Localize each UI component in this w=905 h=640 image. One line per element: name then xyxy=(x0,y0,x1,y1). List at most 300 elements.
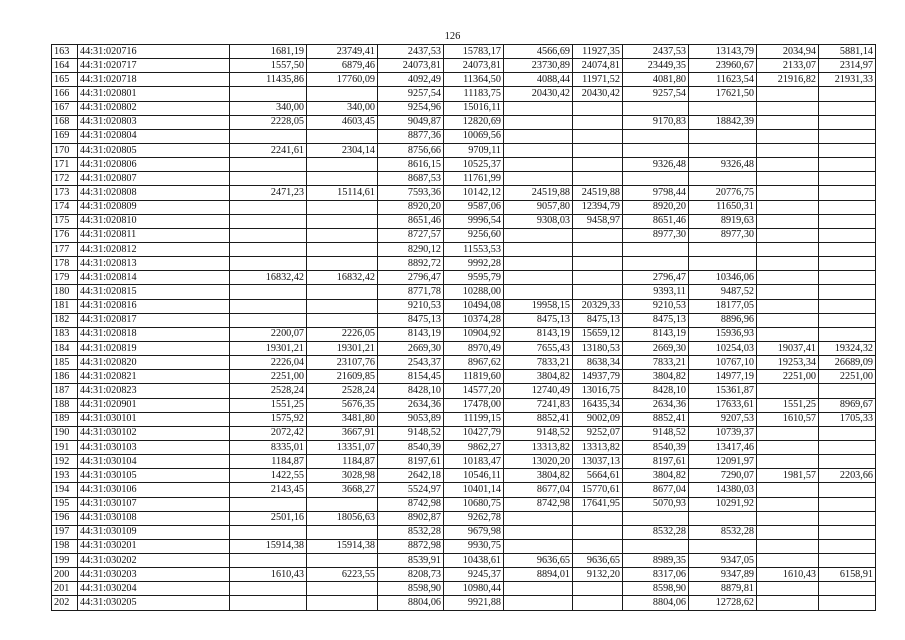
cell-value-col-3: 8598,90 xyxy=(378,582,444,596)
cell-value-col-1: 8335,01 xyxy=(230,440,307,454)
cell-value-col-7 xyxy=(623,511,689,525)
cell-value-col-7 xyxy=(623,172,689,186)
cell-value-col-3: 8804,06 xyxy=(378,596,444,610)
cell-value-col-6: 9132,20 xyxy=(573,568,623,582)
cell-row-number: 199 xyxy=(52,554,78,568)
cell-value-col-4: 10904,92 xyxy=(444,327,504,341)
cell-value-col-5: 8677,04 xyxy=(504,483,573,497)
cell-value-col-10: 2314,97 xyxy=(819,59,876,73)
cell-value-col-7 xyxy=(623,143,689,157)
cell-value-col-2 xyxy=(307,596,378,610)
table-row xyxy=(52,497,876,511)
cell-value-col-2: 23107,76 xyxy=(307,356,378,370)
cell-row-number: 200 xyxy=(52,568,78,582)
cell-value-col-4: 9245,37 xyxy=(444,568,504,582)
cell-value-col-10: 2203,66 xyxy=(819,469,876,483)
cell-value-col-7: 2796,47 xyxy=(623,271,689,285)
cell-value-col-4: 9262,78 xyxy=(444,511,504,525)
cell-value-col-2: 340,00 xyxy=(307,101,378,115)
cell-value-col-9 xyxy=(757,455,819,469)
cell-row-number: 184 xyxy=(52,341,78,355)
cell-value-col-6 xyxy=(573,539,623,553)
cell-cadastral-block: 44:31:020718 xyxy=(78,73,230,87)
cell-value-col-10 xyxy=(819,596,876,610)
cell-row-number: 172 xyxy=(52,172,78,186)
cell-value-col-6 xyxy=(573,582,623,596)
cell-value-col-4: 11183,75 xyxy=(444,87,504,101)
cell-cadastral-block: 44:31:020813 xyxy=(78,257,230,271)
cell-row-number: 163 xyxy=(52,45,78,59)
cell-value-col-10 xyxy=(819,426,876,440)
cell-value-col-9 xyxy=(757,582,819,596)
cell-value-col-6 xyxy=(573,101,623,115)
cell-value-col-7: 2437,53 xyxy=(623,45,689,59)
cell-value-col-3: 8902,87 xyxy=(378,511,444,525)
cell-value-col-7: 8317,06 xyxy=(623,568,689,582)
cell-value-col-5: 4566,69 xyxy=(504,45,573,59)
cell-value-col-3: 2669,30 xyxy=(378,341,444,355)
cell-value-col-9 xyxy=(757,440,819,454)
cell-value-col-10 xyxy=(819,158,876,172)
cell-value-col-4: 10680,75 xyxy=(444,497,504,511)
cell-value-col-6: 14937,79 xyxy=(573,370,623,384)
cell-value-col-5: 4088,44 xyxy=(504,73,573,87)
cell-value-col-4: 11761,99 xyxy=(444,172,504,186)
cell-value-col-7: 8475,13 xyxy=(623,313,689,327)
table-row xyxy=(52,469,876,483)
cell-value-col-9 xyxy=(757,327,819,341)
cell-value-col-6 xyxy=(573,115,623,129)
cell-value-col-1 xyxy=(230,172,307,186)
cell-cadastral-block: 44:31:020811 xyxy=(78,228,230,242)
cell-value-col-5 xyxy=(504,101,573,115)
cell-value-col-10 xyxy=(819,101,876,115)
cell-value-col-7: 5070,93 xyxy=(623,497,689,511)
cell-value-col-5: 19958,15 xyxy=(504,299,573,313)
cell-value-col-5 xyxy=(504,172,573,186)
cell-row-number: 164 xyxy=(52,59,78,73)
cell-row-number: 180 xyxy=(52,285,78,299)
cell-value-col-4: 10546,11 xyxy=(444,469,504,483)
cell-row-number: 189 xyxy=(52,412,78,426)
cell-value-col-5 xyxy=(504,539,573,553)
cell-value-col-4: 9256,60 xyxy=(444,228,504,242)
cell-value-col-5: 8742,98 xyxy=(504,497,573,511)
cell-value-col-6 xyxy=(573,257,623,271)
cell-value-col-3: 9053,89 xyxy=(378,412,444,426)
cell-row-number: 179 xyxy=(52,271,78,285)
cell-value-col-7 xyxy=(623,257,689,271)
cell-value-col-4: 11553,53 xyxy=(444,242,504,256)
cell-value-col-6: 24519,88 xyxy=(573,186,623,200)
table-row xyxy=(52,426,876,440)
cell-value-col-8: 8919,63 xyxy=(689,214,757,228)
cell-value-col-8: 17621,50 xyxy=(689,87,757,101)
cell-value-col-10: 21931,33 xyxy=(819,73,876,87)
cell-value-col-2: 13351,07 xyxy=(307,440,378,454)
cell-value-col-7: 2634,36 xyxy=(623,398,689,412)
cell-value-col-9 xyxy=(757,483,819,497)
cell-value-col-2: 4603,45 xyxy=(307,115,378,129)
cell-value-col-2: 3481,80 xyxy=(307,412,378,426)
cell-value-col-10: 26689,09 xyxy=(819,356,876,370)
cell-row-number: 193 xyxy=(52,469,78,483)
cell-value-col-5 xyxy=(504,129,573,143)
cell-value-col-2 xyxy=(307,299,378,313)
cell-row-number: 174 xyxy=(52,200,78,214)
cell-value-col-3: 7593,36 xyxy=(378,186,444,200)
cell-value-col-8: 12728,62 xyxy=(689,596,757,610)
cell-value-col-9 xyxy=(757,143,819,157)
cell-value-col-7: 8197,61 xyxy=(623,455,689,469)
cell-row-number: 202 xyxy=(52,596,78,610)
cell-value-col-10: 6158,91 xyxy=(819,568,876,582)
table-body xyxy=(52,45,876,611)
cell-row-number: 182 xyxy=(52,313,78,327)
cell-value-col-5 xyxy=(504,242,573,256)
cell-value-col-8: 15361,87 xyxy=(689,384,757,398)
cell-value-col-1: 19301,21 xyxy=(230,341,307,355)
cell-value-col-3: 8771,78 xyxy=(378,285,444,299)
cell-value-col-5: 8475,13 xyxy=(504,313,573,327)
cell-value-col-7: 3804,82 xyxy=(623,469,689,483)
cell-value-col-6: 20430,42 xyxy=(573,87,623,101)
cell-cadastral-block: 44:31:030201 xyxy=(78,539,230,553)
cell-value-col-9 xyxy=(757,200,819,214)
cell-value-col-10: 5881,14 xyxy=(819,45,876,59)
cell-value-col-8 xyxy=(689,172,757,186)
cell-value-col-6: 16435,34 xyxy=(573,398,623,412)
cell-row-number: 201 xyxy=(52,582,78,596)
cell-value-col-2 xyxy=(307,214,378,228)
cell-value-col-6: 13180,53 xyxy=(573,341,623,355)
cell-value-col-6: 17641,95 xyxy=(573,497,623,511)
cell-value-col-10 xyxy=(819,172,876,186)
cell-value-col-6 xyxy=(573,172,623,186)
cell-value-col-1 xyxy=(230,299,307,313)
table-row xyxy=(52,525,876,539)
cell-value-col-2 xyxy=(307,554,378,568)
cell-value-col-3: 8539,91 xyxy=(378,554,444,568)
cell-value-col-2: 3028,98 xyxy=(307,469,378,483)
cell-value-col-3: 8727,57 xyxy=(378,228,444,242)
cell-value-col-10: 1705,33 xyxy=(819,412,876,426)
cell-value-col-3: 8742,98 xyxy=(378,497,444,511)
cell-value-col-10 xyxy=(819,186,876,200)
cell-value-col-9 xyxy=(757,299,819,313)
cell-value-col-5: 8894,01 xyxy=(504,568,573,582)
table-row xyxy=(52,554,876,568)
cell-value-col-3: 8532,28 xyxy=(378,525,444,539)
cell-value-col-1 xyxy=(230,214,307,228)
cell-value-col-2 xyxy=(307,313,378,327)
cell-value-col-9 xyxy=(757,554,819,568)
cell-value-col-1: 1551,25 xyxy=(230,398,307,412)
cell-value-col-2: 5676,35 xyxy=(307,398,378,412)
cell-cadastral-block: 44:31:030104 xyxy=(78,455,230,469)
cell-value-col-5: 13313,82 xyxy=(504,440,573,454)
cell-value-col-2: 6223,55 xyxy=(307,568,378,582)
cell-row-number: 178 xyxy=(52,257,78,271)
cell-value-col-10 xyxy=(819,200,876,214)
cell-value-col-9: 2034,94 xyxy=(757,45,819,59)
cell-value-col-3: 9210,53 xyxy=(378,299,444,313)
cell-value-col-6: 15770,61 xyxy=(573,483,623,497)
cell-value-col-10 xyxy=(819,129,876,143)
cell-value-col-10 xyxy=(819,483,876,497)
cell-value-col-8: 18842,39 xyxy=(689,115,757,129)
cell-value-col-5: 8852,41 xyxy=(504,412,573,426)
cell-row-number: 170 xyxy=(52,143,78,157)
cell-value-col-10 xyxy=(819,440,876,454)
cell-value-col-5: 3804,82 xyxy=(504,469,573,483)
cell-value-col-4: 9862,27 xyxy=(444,440,504,454)
cell-row-number: 194 xyxy=(52,483,78,497)
cell-value-col-5: 3804,82 xyxy=(504,370,573,384)
cell-value-col-5 xyxy=(504,285,573,299)
cell-cadastral-block: 44:31:030108 xyxy=(78,511,230,525)
cell-value-col-5 xyxy=(504,582,573,596)
cell-value-col-10 xyxy=(819,228,876,242)
table-row xyxy=(52,73,876,87)
cell-row-number: 173 xyxy=(52,186,78,200)
cell-value-col-7: 9170,83 xyxy=(623,115,689,129)
cell-value-col-1: 2471,23 xyxy=(230,186,307,200)
cell-value-col-10: 19324,32 xyxy=(819,341,876,355)
cell-value-col-6 xyxy=(573,525,623,539)
table-row xyxy=(52,384,876,398)
cell-value-col-8: 9347,89 xyxy=(689,568,757,582)
cell-value-col-1: 2241,61 xyxy=(230,143,307,157)
cell-cadastral-block: 44:31:020805 xyxy=(78,143,230,157)
table-row xyxy=(52,341,876,355)
cell-cadastral-block: 44:31:020808 xyxy=(78,186,230,200)
cell-value-col-4: 9921,88 xyxy=(444,596,504,610)
cell-value-col-4: 12820,69 xyxy=(444,115,504,129)
cell-value-col-6: 5664,61 xyxy=(573,469,623,483)
cell-value-col-5: 24519,88 xyxy=(504,186,573,200)
cell-value-col-3: 8154,45 xyxy=(378,370,444,384)
cell-value-col-2: 3668,27 xyxy=(307,483,378,497)
cell-value-col-7: 2669,30 xyxy=(623,341,689,355)
cell-value-col-2 xyxy=(307,525,378,539)
cell-value-col-5 xyxy=(504,115,573,129)
cell-value-col-4: 9709,11 xyxy=(444,143,504,157)
cell-value-col-9: 19037,41 xyxy=(757,341,819,355)
cell-value-col-1: 1610,43 xyxy=(230,568,307,582)
cell-value-col-8: 8879,81 xyxy=(689,582,757,596)
cell-value-col-8: 8532,28 xyxy=(689,525,757,539)
cell-value-col-3: 8920,20 xyxy=(378,200,444,214)
cell-value-col-9 xyxy=(757,115,819,129)
cell-value-col-4: 9996,54 xyxy=(444,214,504,228)
cell-cadastral-block: 44:31:030105 xyxy=(78,469,230,483)
cell-value-col-2: 6879,46 xyxy=(307,59,378,73)
cell-value-col-2: 18056,63 xyxy=(307,511,378,525)
cell-cadastral-block: 44:31:020816 xyxy=(78,299,230,313)
cell-value-col-3: 8687,53 xyxy=(378,172,444,186)
cell-value-col-2: 16832,42 xyxy=(307,271,378,285)
cell-value-col-1 xyxy=(230,285,307,299)
cell-value-col-3: 2642,18 xyxy=(378,469,444,483)
cell-value-col-9: 2251,00 xyxy=(757,370,819,384)
cell-value-col-5: 20430,42 xyxy=(504,87,573,101)
cell-value-col-4: 9992,28 xyxy=(444,257,504,271)
table-row xyxy=(52,186,876,200)
table-row xyxy=(52,483,876,497)
cell-value-col-8 xyxy=(689,257,757,271)
cell-value-col-9: 1981,57 xyxy=(757,469,819,483)
cell-value-col-5 xyxy=(504,525,573,539)
cell-cadastral-block: 44:31:030205 xyxy=(78,596,230,610)
cell-row-number: 165 xyxy=(52,73,78,87)
cell-value-col-8: 14977,19 xyxy=(689,370,757,384)
cell-value-col-8: 9326,48 xyxy=(689,158,757,172)
cell-value-col-9 xyxy=(757,129,819,143)
cell-value-col-8 xyxy=(689,129,757,143)
cell-value-col-7: 9210,53 xyxy=(623,299,689,313)
table-row xyxy=(52,582,876,596)
cell-value-col-6: 8638,34 xyxy=(573,356,623,370)
cell-row-number: 176 xyxy=(52,228,78,242)
cell-value-col-6 xyxy=(573,228,623,242)
cell-row-number: 186 xyxy=(52,370,78,384)
cell-cadastral-block: 44:31:020716 xyxy=(78,45,230,59)
cell-value-col-10 xyxy=(819,257,876,271)
cell-value-col-9 xyxy=(757,313,819,327)
cell-value-col-2: 21609,85 xyxy=(307,370,378,384)
cell-row-number: 177 xyxy=(52,242,78,256)
cell-cadastral-block: 44:31:020809 xyxy=(78,200,230,214)
cell-value-col-5: 12740,49 xyxy=(504,384,573,398)
table-row xyxy=(52,257,876,271)
table-row xyxy=(52,271,876,285)
cell-value-col-10 xyxy=(819,299,876,313)
cell-value-col-1: 2143,45 xyxy=(230,483,307,497)
cell-value-col-6: 9458,97 xyxy=(573,214,623,228)
cell-value-col-3: 8475,13 xyxy=(378,313,444,327)
cell-value-col-7: 8977,30 xyxy=(623,228,689,242)
cell-value-col-8: 10346,06 xyxy=(689,271,757,285)
cell-value-col-7: 9257,54 xyxy=(623,87,689,101)
cell-value-col-9 xyxy=(757,172,819,186)
cell-value-col-8: 10739,37 xyxy=(689,426,757,440)
cell-value-col-6 xyxy=(573,158,623,172)
cell-value-col-8: 11650,31 xyxy=(689,200,757,214)
cell-value-col-6 xyxy=(573,143,623,157)
cell-value-col-1 xyxy=(230,313,307,327)
cell-value-col-2 xyxy=(307,497,378,511)
cell-row-number: 187 xyxy=(52,384,78,398)
cell-value-col-3: 8877,36 xyxy=(378,129,444,143)
table-row xyxy=(52,59,876,73)
cell-value-col-7: 8677,04 xyxy=(623,483,689,497)
cell-value-col-6: 9252,07 xyxy=(573,426,623,440)
cell-cadastral-block: 44:31:020823 xyxy=(78,384,230,398)
cell-value-col-4: 10438,61 xyxy=(444,554,504,568)
cell-value-col-9: 2133,07 xyxy=(757,59,819,73)
cell-value-col-3: 24073,81 xyxy=(378,59,444,73)
cell-value-col-2 xyxy=(307,200,378,214)
cell-value-col-7: 8598,90 xyxy=(623,582,689,596)
cell-value-col-2 xyxy=(307,172,378,186)
cell-cadastral-block: 44:31:030204 xyxy=(78,582,230,596)
cell-value-col-1: 1557,50 xyxy=(230,59,307,73)
cell-value-col-3: 8756,66 xyxy=(378,143,444,157)
cell-value-col-3: 9257,54 xyxy=(378,87,444,101)
cell-value-col-8: 11623,54 xyxy=(689,73,757,87)
cell-row-number: 167 xyxy=(52,101,78,115)
table-row xyxy=(52,158,876,172)
cell-value-col-8: 8977,30 xyxy=(689,228,757,242)
cell-value-col-2 xyxy=(307,87,378,101)
cell-value-col-7: 8428,10 xyxy=(623,384,689,398)
cell-value-col-9: 21916,82 xyxy=(757,73,819,87)
cell-value-col-3: 8197,61 xyxy=(378,455,444,469)
page-number: 126 xyxy=(444,31,461,42)
cell-value-col-6: 13016,75 xyxy=(573,384,623,398)
cell-value-col-8: 13143,79 xyxy=(689,45,757,59)
cell-value-col-4: 11364,50 xyxy=(444,73,504,87)
cell-row-number: 175 xyxy=(52,214,78,228)
cell-value-col-4: 10980,44 xyxy=(444,582,504,596)
cell-value-col-7: 8532,28 xyxy=(623,525,689,539)
cell-value-col-1: 1184,87 xyxy=(230,455,307,469)
cell-value-col-8 xyxy=(689,511,757,525)
cell-value-col-5: 7655,43 xyxy=(504,341,573,355)
table-row xyxy=(52,327,876,341)
cell-value-col-3: 9254,96 xyxy=(378,101,444,115)
cell-value-col-9 xyxy=(757,228,819,242)
cell-value-col-10 xyxy=(819,214,876,228)
cell-value-col-6: 12394,79 xyxy=(573,200,623,214)
cell-value-col-7: 8989,35 xyxy=(623,554,689,568)
cell-value-col-4: 9587,06 xyxy=(444,200,504,214)
cell-value-col-2: 3667,91 xyxy=(307,426,378,440)
cell-value-col-10 xyxy=(819,327,876,341)
cell-row-number: 192 xyxy=(52,455,78,469)
cell-row-number: 196 xyxy=(52,511,78,525)
cell-value-col-9 xyxy=(757,511,819,525)
cell-value-col-7: 9326,48 xyxy=(623,158,689,172)
cell-value-col-5: 8143,19 xyxy=(504,327,573,341)
cell-value-col-8: 23960,67 xyxy=(689,59,757,73)
cell-cadastral-block: 44:31:030202 xyxy=(78,554,230,568)
cell-value-col-1: 2228,05 xyxy=(230,115,307,129)
cell-value-col-7: 8651,46 xyxy=(623,214,689,228)
cell-value-col-2: 2528,24 xyxy=(307,384,378,398)
cell-value-col-7: 7833,21 xyxy=(623,356,689,370)
cell-value-col-9 xyxy=(757,426,819,440)
cell-cadastral-block: 44:31:030109 xyxy=(78,525,230,539)
cell-value-col-6: 13037,13 xyxy=(573,455,623,469)
cell-value-col-2: 15914,38 xyxy=(307,539,378,553)
cell-value-col-7: 8920,20 xyxy=(623,200,689,214)
cell-value-col-1 xyxy=(230,228,307,242)
cell-value-col-10: 2251,00 xyxy=(819,370,876,384)
cell-value-col-8: 9347,05 xyxy=(689,554,757,568)
table-row xyxy=(52,214,876,228)
cell-row-number: 171 xyxy=(52,158,78,172)
cell-value-col-10 xyxy=(819,525,876,539)
cell-value-col-3: 8428,10 xyxy=(378,384,444,398)
cadastral-value-table xyxy=(51,44,876,611)
cell-value-col-6: 11927,35 xyxy=(573,45,623,59)
cell-cadastral-block: 44:31:020807 xyxy=(78,172,230,186)
cell-value-col-5: 9148,52 xyxy=(504,426,573,440)
table-row xyxy=(52,129,876,143)
cell-value-col-3: 5524,97 xyxy=(378,483,444,497)
